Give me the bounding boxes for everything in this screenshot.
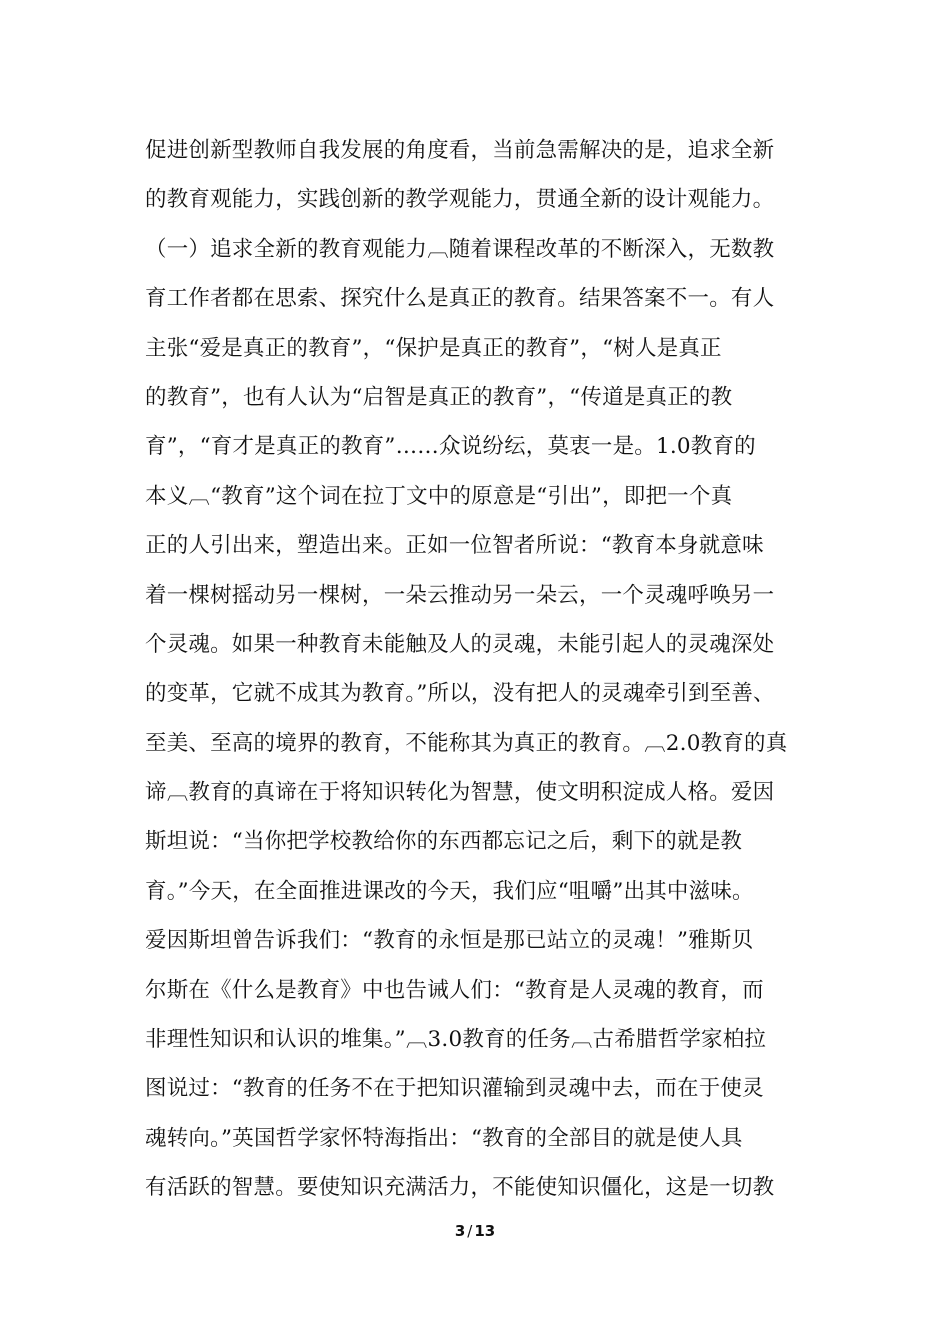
text-line: 的教育观能力，实践创新的教学观能力，贯通全新的设计观能力。 [145,187,775,213]
text-line: 至美、至高的境界的教育，不能称其为真正的教育。︹2.0教育的真 [145,730,788,756]
current-page-number: 3 [454,1222,466,1240]
body-text [145,126,825,1213]
text-line: 爱因斯坦曾告诉我们：“教育的永恒是那已站立的灵魂！”雅斯贝 [145,928,754,954]
text-line: 谛︹教育的真谛在于将知识转化为智慧，使文明积淀成人格。爱因 [145,780,775,806]
text-line: 图说过：“教育的任务不在于把知识灌输到灵魂中去，而在于使灵 [145,1076,764,1102]
text-line: 的教育”，也有人认为“启智是真正的教育”，“传道是真正的教 [145,384,733,410]
text-line: 的变革，它就不成其为教育。”所以，没有把人的灵魂牵引到至善、 [145,681,775,707]
text-line: （一）追求全新的教育观能力︹随着课程改革的不断深入，无数教 [145,236,775,262]
text-line: 促进创新型教师自我发展的角度看，当前急需解决的是，追求全新 [145,138,775,163]
text-line: 着一棵树摇动另一棵树，一朵云推动另一朵云，一个灵魂呼唤另一 [145,582,775,608]
text-line: 有活跃的智慧。要使知识充满活力，不能使知识僵化，这是一切教 [145,1175,775,1201]
text-line: 育。”今天，在全面推进课改的今天，我们应“咀嚼”出其中滋味。 [145,878,754,904]
text-line: 正的人引出来，塑造出来。正如一位智者所说：“教育本身就意味 [145,533,764,559]
total-page-count: 13 [474,1222,496,1240]
text-line: 个灵魂。如果一种教育未能触及人的灵魂，未能引起人的灵魂深处 [145,631,775,657]
text-line: 育工作者都在思索、探究什么是真正的教育。结果答案不一。有人 [145,286,775,312]
text-line: 主张“爱是真正的教育”，“保护是真正的教育”，“树人是真正 [145,335,722,361]
text-line: 魂转向。”英国哲学家怀特海指出：“教育的全部目的就是使人具 [145,1125,743,1151]
text-line: 育”，“育才是真正的教育”……众说纷纭，莫衷一是。1.0教育的 [145,434,756,460]
text-line: 非理性知识和认识的堆集。”︹3.0教育的任务︹古希腊哲学家柏拉 [145,1027,767,1053]
text-line: 尔斯在《什么是教育》中也告诫人们：“教育是人灵魂的教育，而 [145,977,764,1003]
page-separator: / [467,1222,473,1240]
page-number [0,1222,950,1240]
text-line: 本义︹“教育”这个词在拉丁文中的原意是“引出”，即把一个真 [145,483,733,509]
text-line: 斯坦说：“当你把学校教给你的东西都忘记之后，剩下的就是教 [145,829,743,855]
